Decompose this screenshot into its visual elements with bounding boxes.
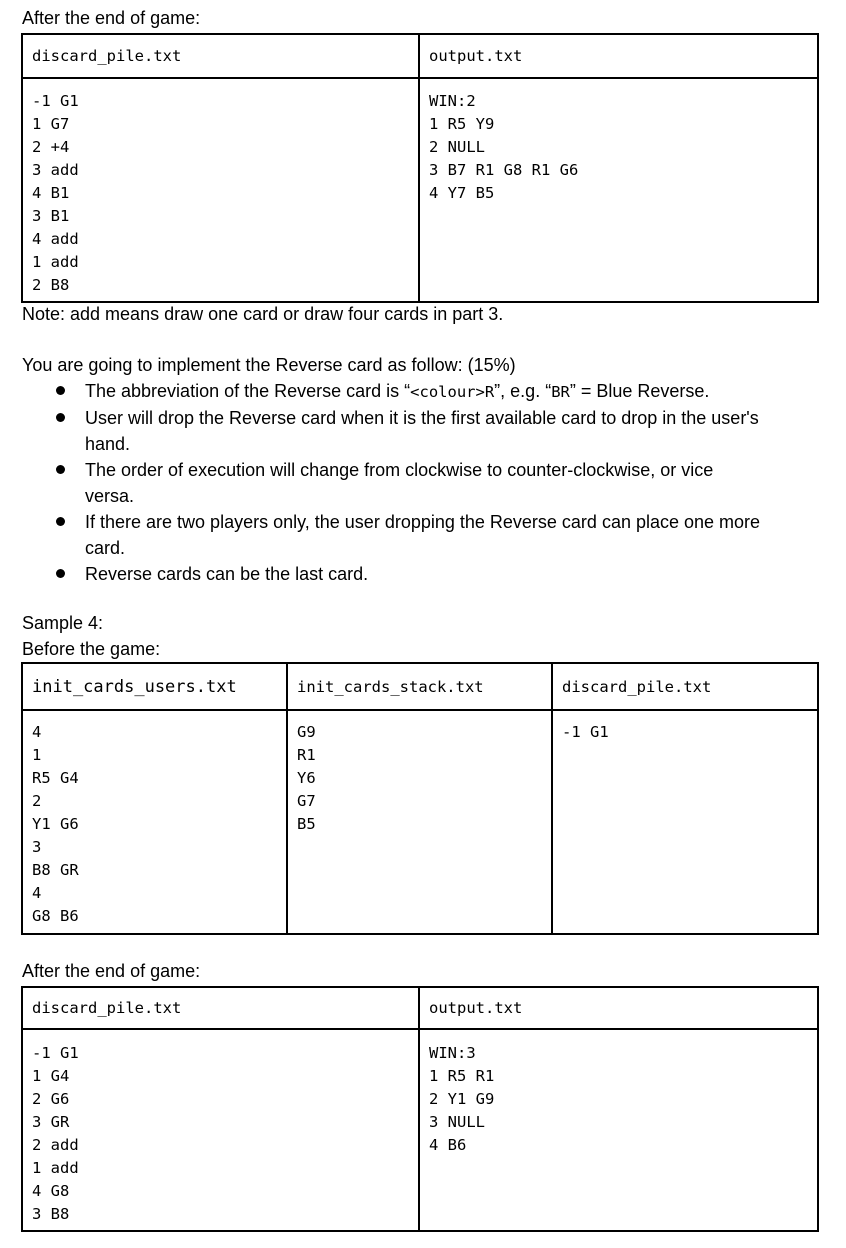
discard-line: -1 G1 [562,723,609,741]
init-users-cell [22,710,287,934]
discard-line: 2 +4 [32,138,70,156]
output-line: 1 R5 Y9 [429,115,495,133]
list-item [22,509,822,561]
bullet-icon [56,465,65,474]
discard-line: 3 B1 [32,207,70,225]
users-line: Y1 G6 [32,815,79,833]
users-line: 3 [32,838,42,856]
column-header-init-cards-users: init_cards_users.txt [22,663,287,710]
discard-line: 3 GR [32,1113,70,1131]
result-table-1 [21,33,819,303]
bullet-icon [56,386,65,395]
list-item [22,457,822,509]
discard-pile-cell [22,78,419,302]
result-table-2 [21,986,819,1232]
output-line: 3 B7 R1 G8 R1 G6 [429,161,579,179]
list-item [22,405,822,457]
stack-line: B5 [297,815,316,833]
output-line: 2 Y1 G9 [429,1090,495,1108]
initial-files-table [21,662,819,935]
discard-pile-cell [22,1029,419,1231]
users-line: 1 [32,746,42,764]
output-line: 4 B6 [429,1136,467,1154]
column-header-discard-pile: discard_pile.txt [22,34,419,78]
users-line: R5 G4 [32,769,79,787]
stack-line: G7 [297,792,316,810]
column-header-discard-pile: discard_pile.txt [552,663,818,710]
column-header-output: output.txt [419,987,818,1029]
init-discard-cell [552,710,818,934]
output-line: WIN:3 [429,1044,476,1062]
bullet-text: The order of execution will change from clockwise to counter-clockwise, or vice [85,460,714,480]
note-text-content: Note: add means draw one card or draw four cards in part 3. [22,304,504,324]
users-line: 2 [32,792,42,810]
discard-line: 2 B8 [32,276,70,294]
users-line: B8 GR [32,861,79,879]
list-item [22,561,822,587]
discard-line: 2 G6 [32,1090,70,1108]
bullet-icon [56,569,65,578]
column-header-init-cards-stack: init_cards_stack.txt [287,663,552,710]
discard-line: 1 add [32,253,79,271]
inline-code: BR [551,383,570,401]
users-line: G8 B6 [32,907,79,925]
output-cell [419,78,818,302]
output-line: 2 NULL [429,138,485,156]
stack-line: R1 [297,746,316,764]
discard-line: 1 G4 [32,1067,70,1085]
bullet-text: User will drop the Reverse card when it is the first available card to drop in the user's [85,408,759,428]
stack-line: G9 [297,723,316,741]
bullet-icon [56,517,65,526]
output-line: WIN:2 [429,92,476,110]
output-cell [419,1029,818,1231]
bullet-text: ”, e.g. “ [494,381,552,401]
output-line: 4 Y7 B5 [429,184,495,202]
bullet-icon [56,413,65,422]
bullet-text: ” = Blue Reverse. [569,381,710,401]
inline-code: <colour>R [410,383,495,401]
list-item [22,378,822,405]
bullet-text: If there are two players only, the user dropping the Reverse card can place one more [85,512,761,532]
column-header-output: output.txt [419,34,818,78]
section-heading-after-game: After the end of game: [22,8,201,28]
init-stack-cell [287,710,552,934]
discard-line: 4 B1 [32,184,70,202]
stack-line: Y6 [297,769,316,787]
column-header-discard-pile: discard_pile.txt [22,987,419,1029]
discard-line: 1 G7 [32,115,70,133]
bullet-text: hand. [85,434,131,454]
bullet-text: The abbreviation of the Reverse card is “ [85,381,411,401]
reverse-rules-list [22,378,822,587]
note-text [22,304,503,325]
after-game-heading: After the end of game: [22,961,201,981]
sample-title: Sample 4: [22,613,104,633]
discard-line: 3 add [32,161,79,179]
output-line: 1 R5 R1 [429,1067,495,1085]
users-line: 4 [32,884,42,902]
discard-line: 4 G8 [32,1182,70,1200]
bullet-text: versa. [85,486,135,506]
discard-line: 2 add [32,1136,79,1154]
discard-line: -1 G1 [32,1044,79,1062]
discard-line: 1 add [32,1159,79,1177]
users-line: 4 [32,723,42,741]
before-game-heading: Before the game: [22,639,161,659]
discard-line: 4 add [32,230,79,248]
output-line: 3 NULL [429,1113,485,1131]
reverse-intro: You are going to implement the Reverse card as follow: (15%) [22,355,516,375]
discard-line: -1 G1 [32,92,79,110]
bullet-text: card. [85,538,126,558]
bullet-text: Reverse cards can be the last card. [85,564,369,584]
discard-line: 3 B8 [32,1205,70,1223]
